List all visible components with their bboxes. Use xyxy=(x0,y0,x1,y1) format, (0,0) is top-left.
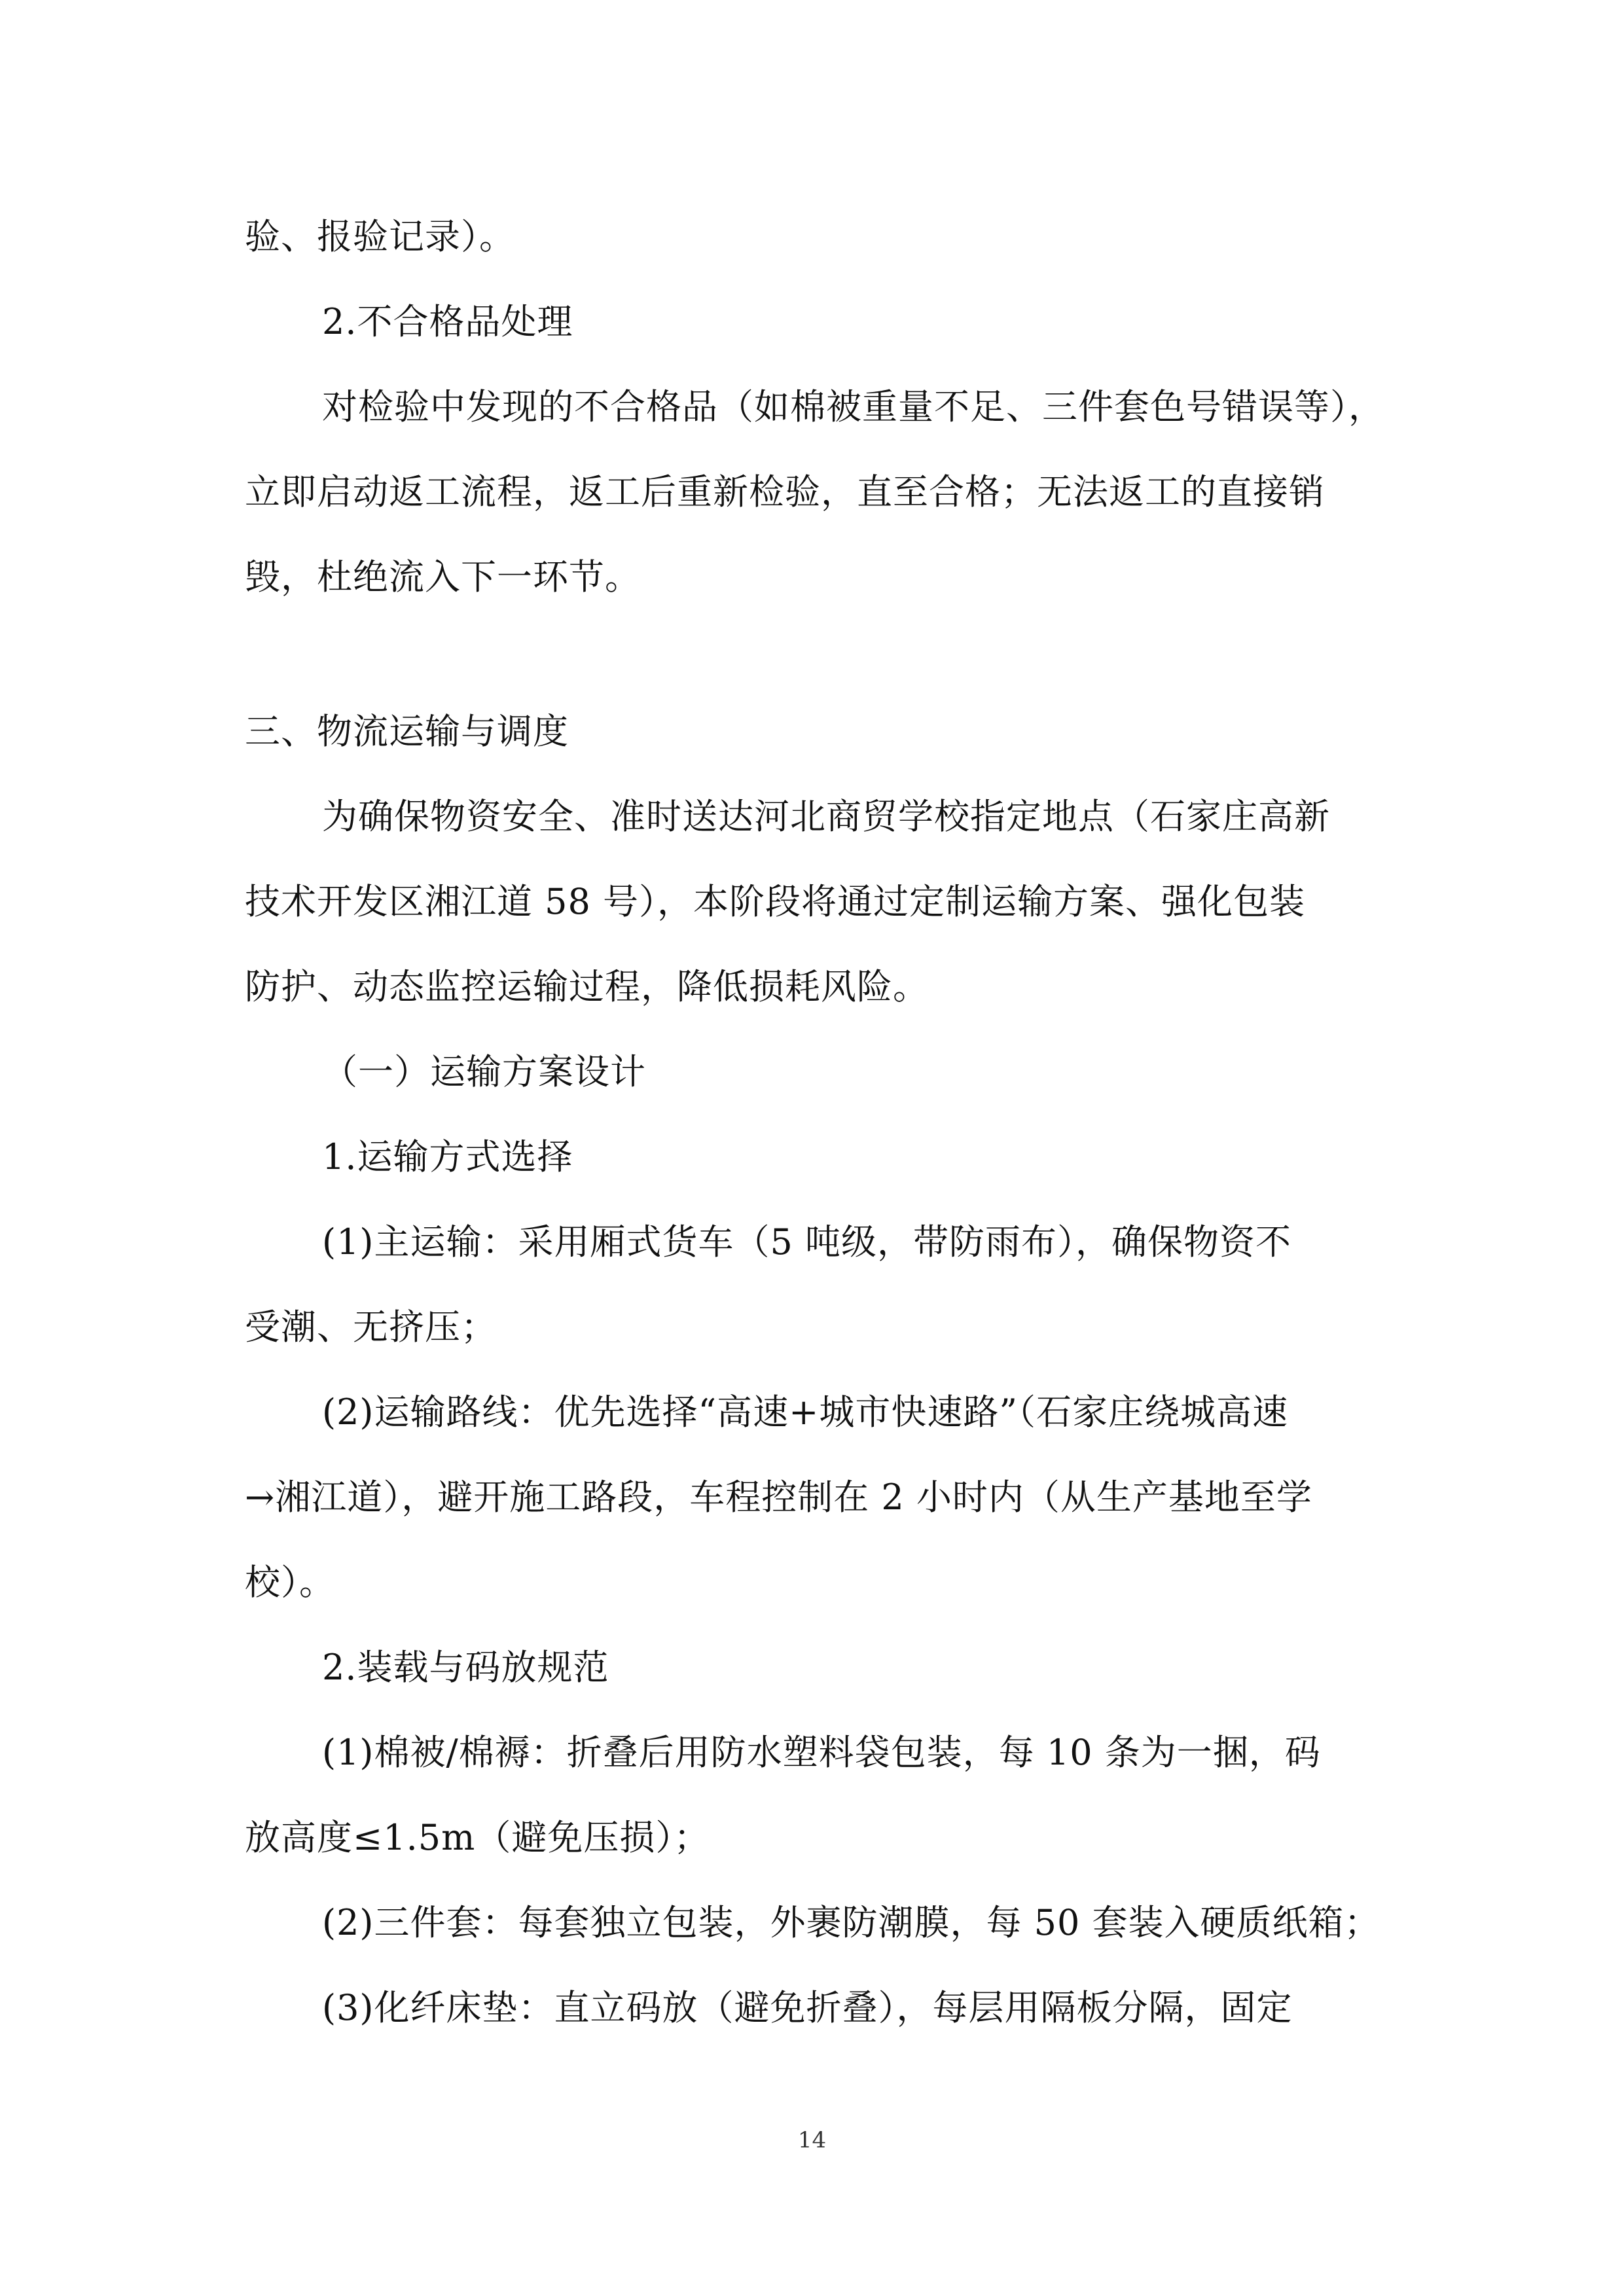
page-number: 14 xyxy=(797,2127,827,2153)
text-line: (1)主运输：采用厢式货车（5 吨级，带防雨布），确保物资不 xyxy=(322,1221,1292,1263)
text-line: 毁，杜绝流入下一环节。 xyxy=(245,556,641,598)
text-line: 防护、动态监控运输过程，降低损耗风险。 xyxy=(245,966,929,1007)
text-line: 对检验中发现的不合格品（如棉被重量不足、三件套色号错误等）， xyxy=(322,386,1384,427)
text-line: 技术开发区湘江道 58 号），本阶段将通过定制运输方案、强化包装 xyxy=(245,881,1306,922)
text-line: →湘江道），避开施工路段，车程控制在 2 小时内（从生产基地至学 xyxy=(245,1477,1312,1518)
subsection-heading: 1.运输方式选择 xyxy=(322,1136,573,1177)
text-line: (1)棉被/棉褥：折叠后用防水塑料袋包装，每 10 条为一捆，码 xyxy=(322,1732,1321,1773)
subsection-heading: 2.装载与码放规范 xyxy=(322,1647,609,1688)
text-line: (3)化纤床垫：直立码放（避免折叠），每层用隔板分隔，固定 xyxy=(322,1987,1293,2028)
text-line: 立即启动返工流程，返工后重新检验，直至合格；无法返工的直接销 xyxy=(245,471,1325,512)
subsection-heading: 2.不合格品处理 xyxy=(322,301,573,342)
text-line: 放高度≤1.5m（避免压损）； xyxy=(245,1817,710,1858)
text-line: 验、报验记录）。 xyxy=(245,216,515,257)
subsection-heading: （一）运输方案设计 xyxy=(322,1051,646,1092)
section-heading: 三、物流运输与调度 xyxy=(245,711,569,752)
text-line: (2)运输路线：优先选择“高速+城市快速路”（石家庄绕城高速 xyxy=(322,1391,1288,1433)
text-line: 受潮、无挤压； xyxy=(245,1306,497,1348)
text-line: 校）。 xyxy=(245,1562,335,1603)
text-line: 为确保物资安全、准时送达河北商贸学校指定地点（石家庄高新 xyxy=(322,796,1330,837)
text-line: (2)三件套：每套独立包装，外裹防潮膜，每 50 套装入硬质纸箱； xyxy=(322,1902,1380,1943)
